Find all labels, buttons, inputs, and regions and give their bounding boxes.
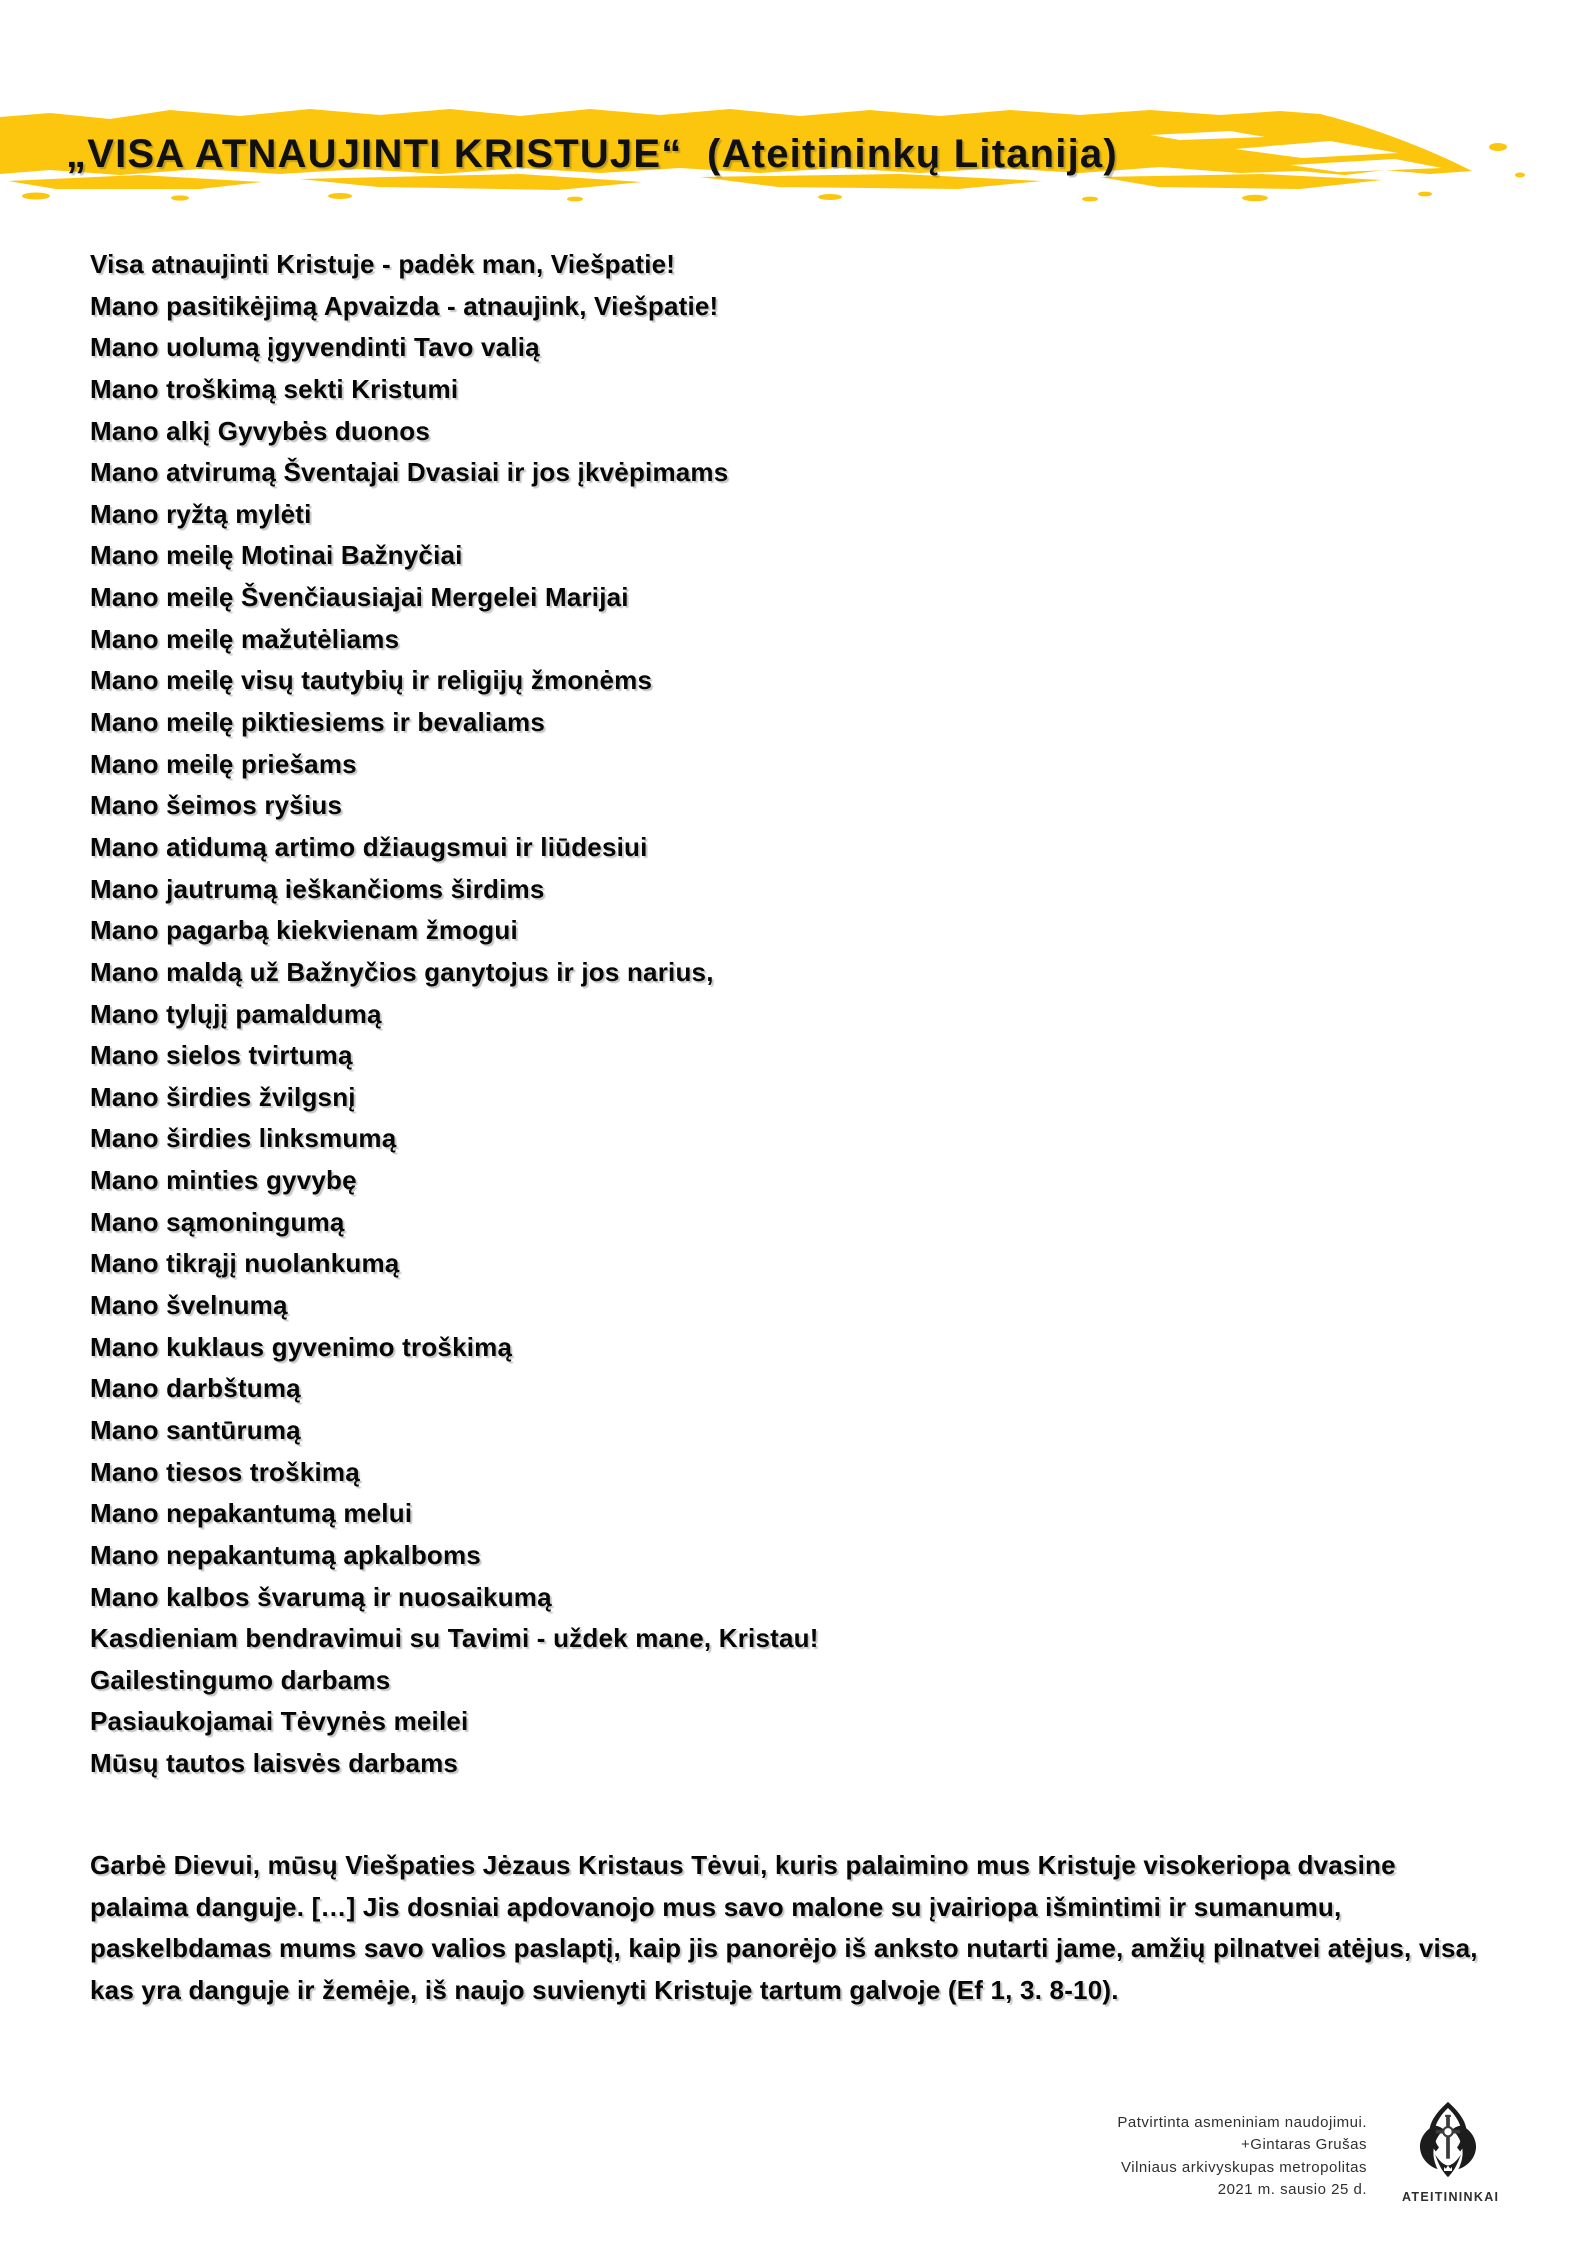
litany-line: Mano darbštumą	[90, 1373, 301, 1404]
litany-line: Gailestingumo darbams	[90, 1664, 391, 1695]
litany-list	[90, 244, 1507, 1785]
litany-line: Mano minties gyvybę	[90, 1165, 357, 1196]
litany-line: Mano jautrumą ieškančioms širdims	[90, 873, 545, 904]
litany-line: Pasiaukojamai Tėvynės meilei	[90, 1706, 469, 1737]
litany-line: Mano atvirumą Šventajai Dvasiai ir jos įkvėpimams	[90, 457, 729, 488]
logo-block	[1402, 2098, 1500, 2204]
approval-line: Vilniaus arkivyskupas metropolitas	[1121, 2158, 1367, 2176]
litany-line: Mano tikrąjį nuolankumą	[90, 1248, 400, 1279]
litany-line: Mano uolumą įgyvendinti Tavo valią	[90, 332, 540, 363]
litany-line: Mano meilę Švenčiausiajai Mergelei Marijai	[90, 582, 629, 613]
litany-line: Mano atidumą artimo džiaugsmui ir liūdesiui	[90, 831, 648, 862]
litany-line: Mano kalbos švarumą ir nuosaikumą	[90, 1581, 552, 1612]
litany-line: Mano širdies linksmumą	[90, 1123, 397, 1154]
litany-line: Mano tylųjį pamaldumą	[90, 998, 382, 1029]
litany-line: Mano širdies žvilgsnį	[90, 1081, 356, 1112]
litany-line: Mano švelnumą	[90, 1290, 288, 1321]
litany-line: Mano nepakantumą apkalboms	[90, 1539, 481, 1570]
approval-line: +Gintaras Grušas	[1241, 2136, 1367, 2154]
litany-line: Mano meilę mažutėliams	[90, 623, 400, 654]
title-banner	[0, 95, 1587, 205]
litany-line: Mano tiesos troškimą	[90, 1456, 360, 1487]
closing-paragraph: Garbė Dievui, mūsų Viešpaties Jėzaus Kristaus Tėvui, kuris palaimino mus Kristuje visokeriopa dvasine palaima danguje. […] Jis dosniai apdovanojo mus savo malone su įvairiopa išmintimi ir sumanumu, paskelbdamas mums savo valios paslaptį, kaip jis panorėjo iš anksto nutarti jame, amžių pilnatvei atėjus, visa, kas yra danguje ir žemėje, iš naujo suvienyti Kristuje tartum galvoje (Ef 1, 3. 8-10).	[90, 1850, 1478, 2005]
litany-line: Mano alkį Gyvybės duonos	[90, 415, 430, 446]
litany-line: Mano pasitikėjimą Apvaizda - atnaujink, Viešpatie!	[90, 290, 719, 321]
litany-line: Mano nepakantumą melui	[90, 1498, 413, 1529]
page-title: „VISA ATNAUJINTI KRISTUJE“ (Ateitininkų Litanija)	[66, 132, 1118, 176]
litany-line: Mūsų tautos laisvės darbams	[90, 1748, 459, 1779]
litany-line: Mano meilę priešams	[90, 748, 357, 779]
approval-block	[1117, 2112, 1367, 2202]
litany-line: Visa atnaujinti Kristuje - padėk man, Viešpatie!	[90, 249, 676, 279]
litany-line: Mano meilę piktiesiems ir bevaliams	[90, 707, 545, 738]
litany-line: Mano kuklaus gyvenimo troškimą	[90, 1331, 513, 1362]
approval-line: Patvirtinta asmeniniam naudojimui.	[1117, 2114, 1367, 2131]
litany-line: Mano ryžtą mylėti	[90, 498, 312, 529]
litany-line: Mano meilę Motinai Bažnyčiai	[90, 540, 463, 571]
litany-line: Mano troškimą sekti Kristumi	[90, 373, 459, 404]
ateitininkai-emblem-icon	[1412, 2098, 1484, 2182]
litany-line: Mano šeimos ryšius	[90, 790, 343, 821]
litany-line: Mano maldą už Bažnyčios ganytojus ir jos narius,	[90, 956, 714, 987]
litany-line: Mano sąmoningumą	[90, 1206, 345, 1237]
litany-line: Mano sielos tvirtumą	[90, 1040, 353, 1071]
approval-line: 2021 m. sausio 25 d.	[1217, 2181, 1367, 2199]
litany-line: Mano pagarbą kiekvienam žmogui	[90, 915, 518, 946]
litany-line: Mano santūrumą	[90, 1414, 301, 1445]
logo-caption: ATEITININKAI	[1402, 2190, 1500, 2204]
litany-line: Kasdieniam bendravimui su Tavimi - uždek mane, Kristau!	[90, 1623, 819, 1654]
litany-line: Mano meilę visų tautybių ir religijų žmonėms	[90, 665, 653, 696]
